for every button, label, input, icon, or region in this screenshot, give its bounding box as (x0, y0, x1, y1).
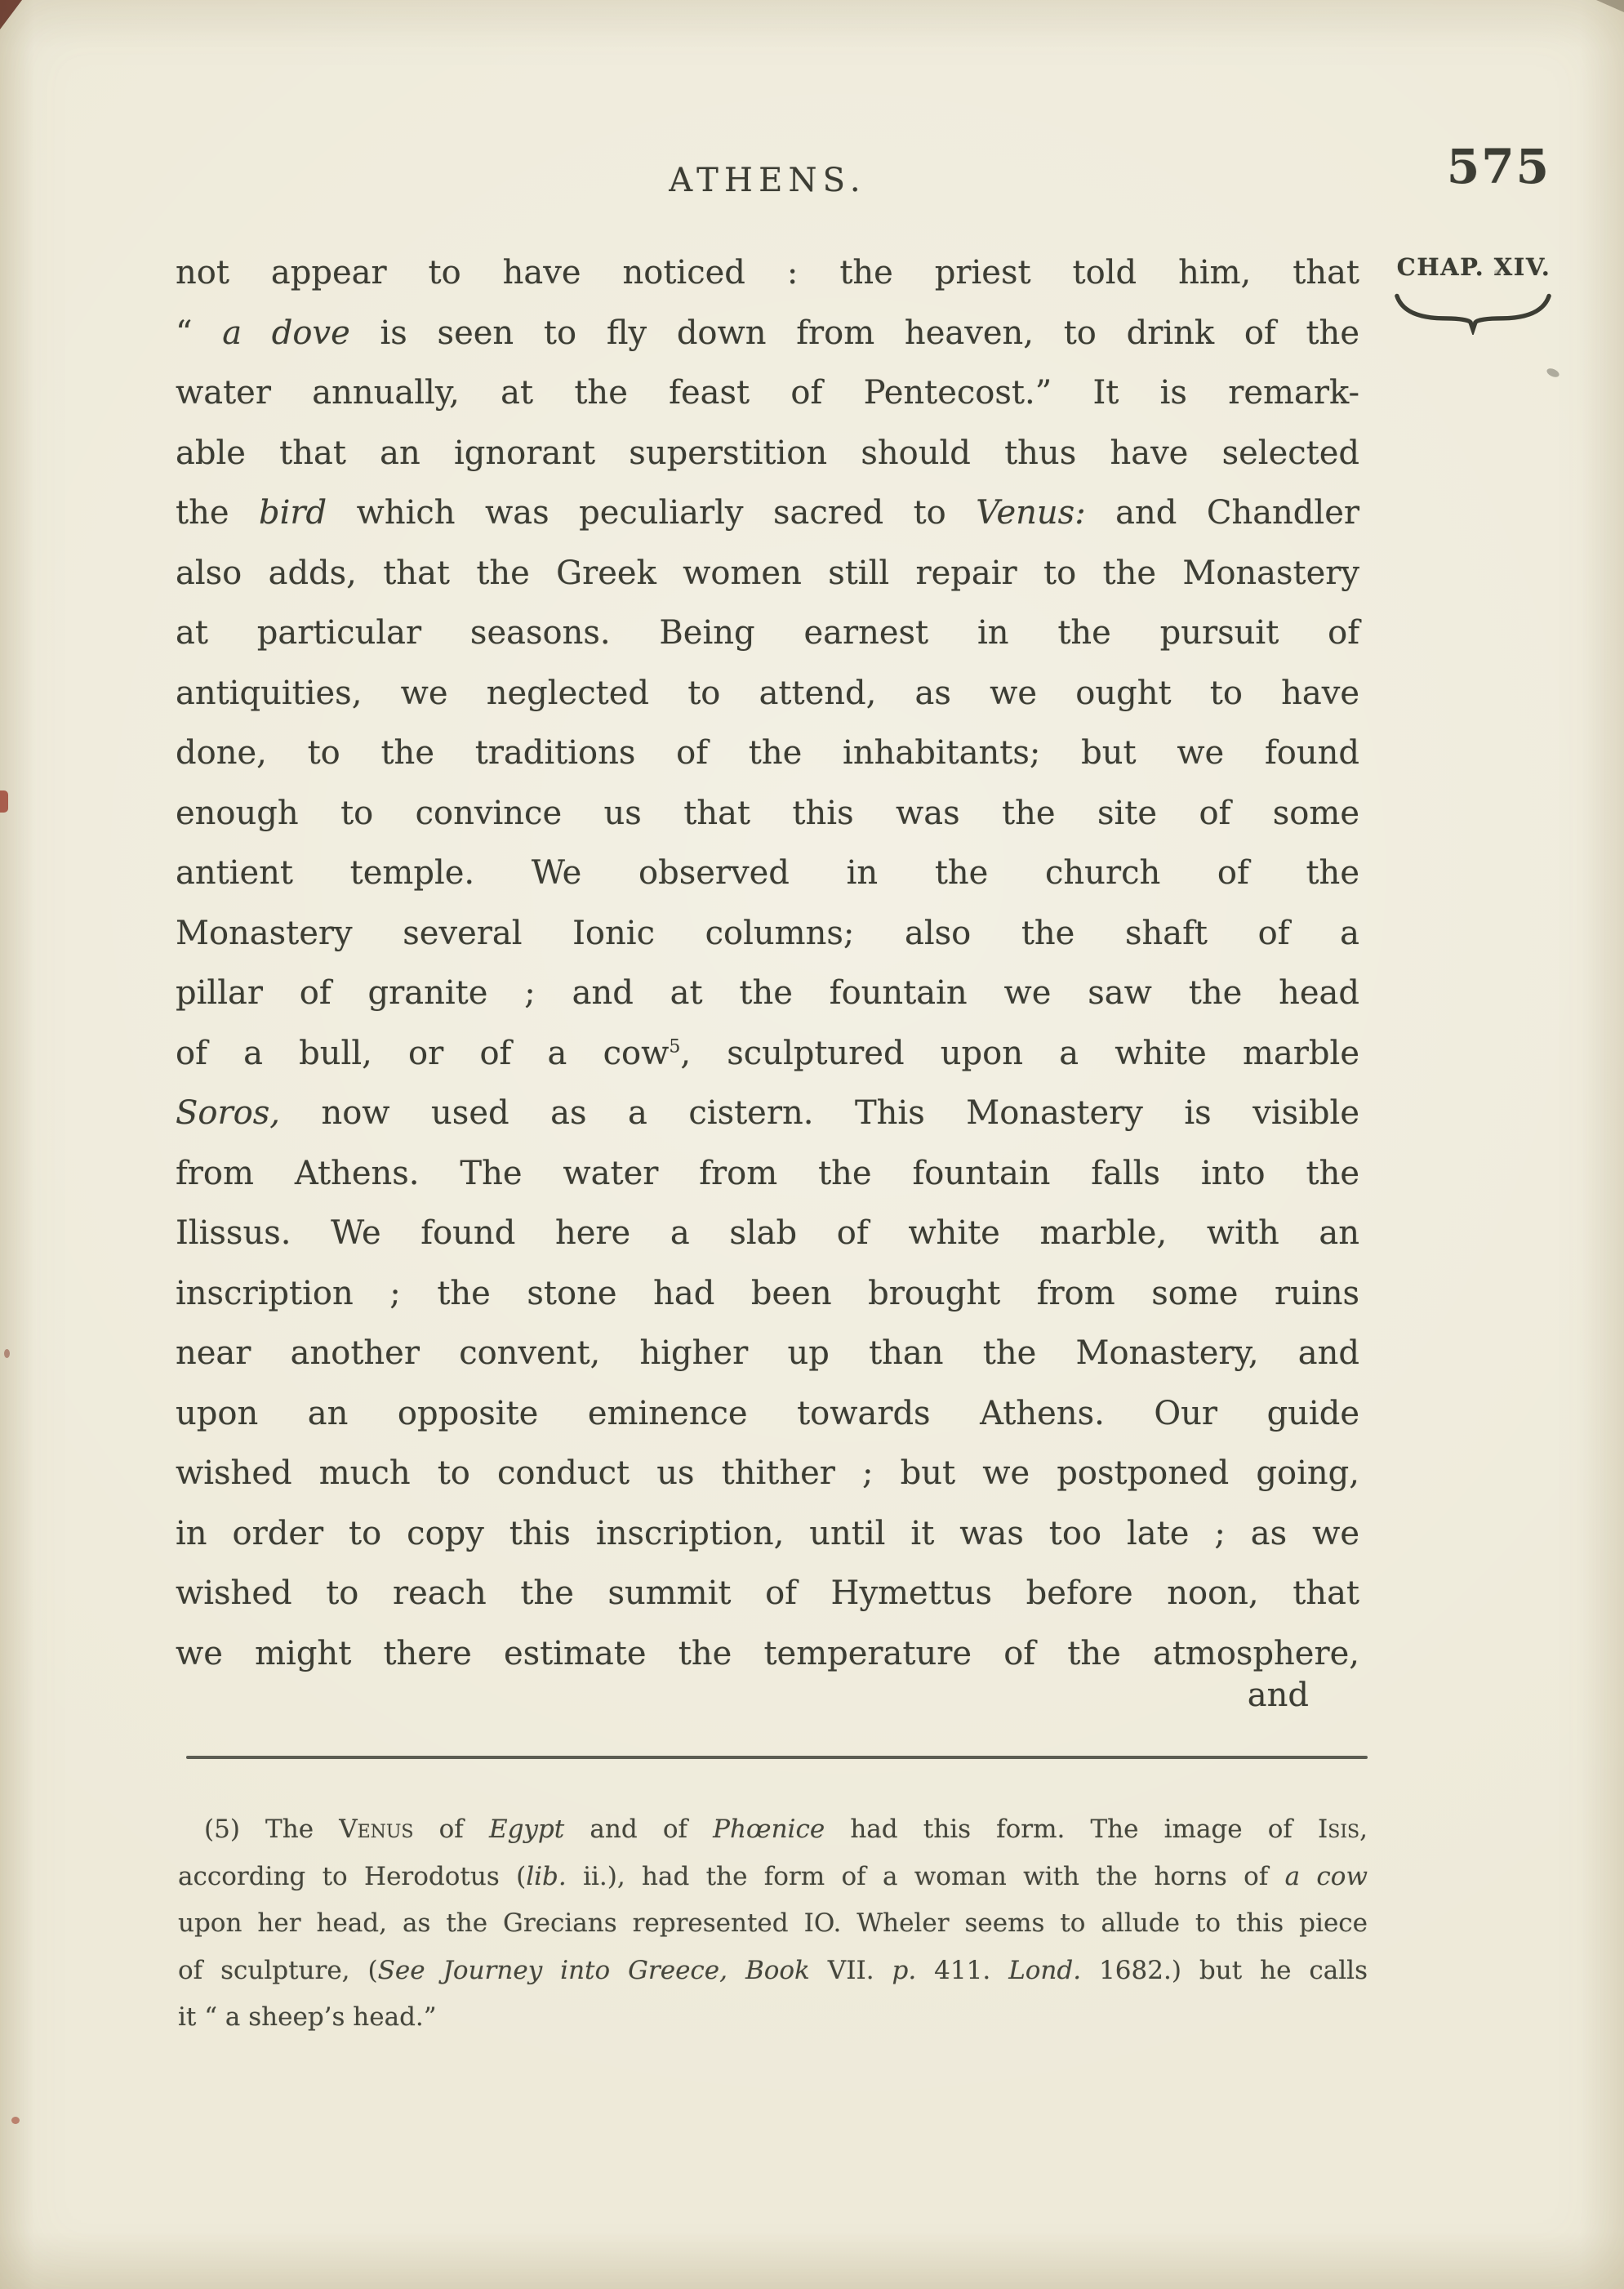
body-text (176, 243, 1359, 1684)
margin-note-chapter: CHAP. XIV. (1396, 253, 1551, 281)
footnote-line: (5) The Venus of Egypt and of Phœnice had this form. The image of Isis, (204, 1815, 1368, 1844)
running-header-title: ATHENS. (669, 162, 866, 199)
body-line: the bird which was peculiarly sacred to Venus: and Chandler (176, 494, 1360, 532)
footnote-line: according to Herodotus (lib. ii.), had the form of a woman with the horns of a cow (178, 1861, 1368, 1891)
body-line: inscription ; the stone had been brought from some ruins (176, 1274, 1359, 1312)
body-line: from Athens. The water from the fountain falls into the (176, 1154, 1359, 1192)
body-line: done, to the traditions of the inhabitants; but we found (176, 734, 1359, 772)
body-line: wished to reach the summit of Hymettus before noon, that (176, 1574, 1359, 1612)
body-line: in order to copy this inscription, until it was too late ; as we (176, 1514, 1359, 1552)
footnote-text (178, 1806, 1368, 2042)
body-line: Soros, now used as a cistern. This Monastery is visible (176, 1094, 1359, 1132)
body-line: we might there estimate the temperature of the atmosphere, (176, 1634, 1359, 1672)
catchword: and (1247, 1677, 1309, 1714)
footnote-line: upon her head, as the Grecians represented IO. Wheler seems to allude to this piece (178, 1908, 1368, 1938)
scan-artifact-bottom-left-dot (11, 2117, 20, 2124)
page-number: 575 (1446, 139, 1551, 194)
footnote-line: it “ a sheep’s head.” (178, 2002, 437, 2032)
body-line: antient temple. We observed in the church of the (176, 854, 1359, 892)
body-line: also adds, that the Greek women still repair to the Monastery (176, 554, 1359, 592)
ink-speck (1494, 269, 1501, 274)
body-line: near another convent, higher up than the Monastery, and (176, 1334, 1359, 1372)
body-line: antiquities, we neglected to attend, as we ought to have (176, 674, 1359, 712)
body-line: at particular seasons. Being earnest in the pursuit of (176, 614, 1359, 652)
footnote-rule (186, 1756, 1368, 1759)
body-line: not appear to have noticed : the priest told him, that (176, 254, 1359, 292)
body-line: pillar of granite ; and at the fountain we saw the head (176, 974, 1359, 1012)
scan-artifact-corner-top-left (0, 0, 22, 29)
body-line: upon an opposite eminence towards Athens. Our guide (176, 1394, 1359, 1432)
catchword-row (176, 1676, 1359, 1715)
body-line: “ a dove is seen to fly down from heaven, to drink of the (176, 314, 1359, 352)
body-line: water annually, at the feast of Pentecost.” It is remark- (176, 374, 1359, 412)
body-line: Ilissus. We found here a slab of white marble, with an (176, 1214, 1359, 1252)
chapter-underbrace-icon (1393, 291, 1553, 335)
body-line: Monastery several Ionic columns; also the shaft of a (176, 914, 1359, 952)
body-line: of a bull, or of a cow$^5$, sculptured upon a white marble (176, 1034, 1359, 1072)
body-line: able that an ignorant superstition should thus have selected (176, 434, 1359, 472)
scan-artifact-left-edge-dot (4, 1349, 10, 1358)
ink-speck (1546, 367, 1560, 379)
scan-artifact-left-edge-mark (0, 790, 8, 813)
footnote-line: of sculpture, (See Journey into Greece, Book VII. p. 411. Lond. 1682.) but he calls (178, 1955, 1368, 1985)
scan-artifact-corner-top-right (1596, 0, 1624, 12)
body-line: enough to convince us that this was the site of some (176, 794, 1359, 832)
body-line: wished much to conduct us thither ; but we postponed going, (176, 1454, 1359, 1492)
